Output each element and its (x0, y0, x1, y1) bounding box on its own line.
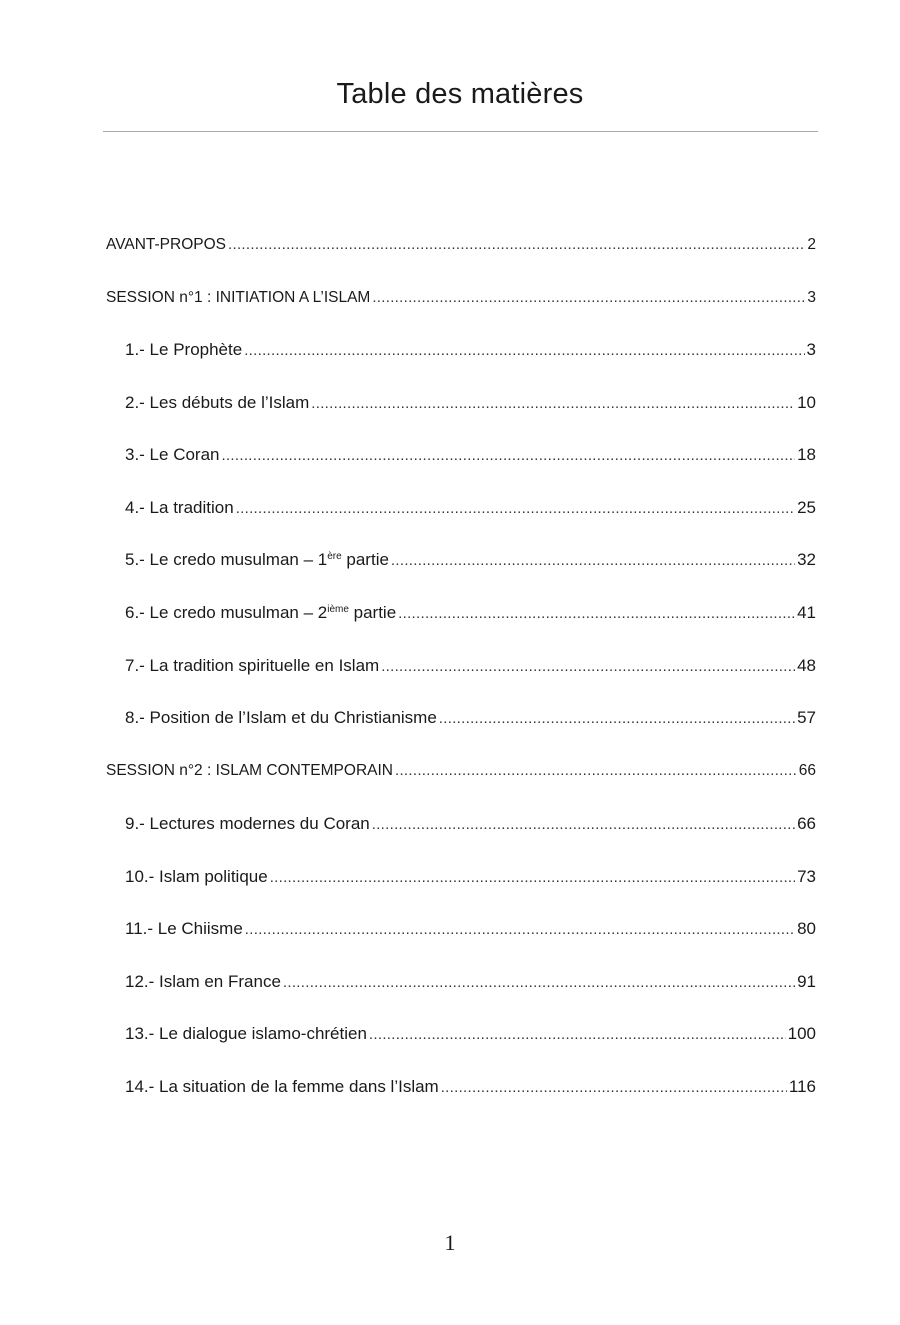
dot-leader (381, 656, 795, 678)
toc-entry-page: 41 (797, 603, 816, 622)
toc-entry-page: 48 (797, 656, 816, 675)
dot-leader (245, 919, 795, 941)
toc-entry-label: 11.- Le Chiisme (125, 919, 243, 938)
dot-leader (228, 234, 805, 256)
toc-entry-label: SESSION n°2 : ISLAM CONTEMPORAIN (106, 762, 393, 779)
toc-entry-label: AVANT-PROPOS (106, 236, 227, 253)
toc-entry-page: 80 (797, 919, 816, 938)
toc-entry-page: 2 (807, 236, 816, 253)
toc-entry-label: 2.- Les débuts de l’Islam (125, 393, 310, 412)
toc-entry-10[interactable] (125, 866, 816, 889)
toc-entry-14[interactable] (125, 1076, 816, 1099)
toc-entry-page: 18 (797, 445, 816, 464)
toc-entry-label: 4.- La tradition (125, 498, 234, 517)
toc-entry-page: 116 (788, 1077, 816, 1096)
toc-entry-label: 10.- Islam politique (125, 867, 268, 886)
toc-entry-page: 10 (797, 393, 816, 412)
page-number: 1 (444, 1230, 456, 1255)
dot-leader (439, 708, 795, 730)
toc-entry-label: 8.- Position de l’Islam et du Christianisme (125, 708, 437, 727)
dot-leader (395, 760, 797, 782)
toc-entry-page: 25 (797, 498, 816, 517)
toc-entry-label: 5.- Le credo musulman – 1ère partie (125, 550, 389, 569)
dot-leader (311, 393, 795, 415)
dot-leader (236, 498, 795, 520)
toc-entry-label: 12.- Islam en France (125, 972, 281, 991)
toc-entry-page: 66 (797, 814, 816, 833)
dot-leader (270, 867, 795, 889)
toc-entry-page: 3 (806, 340, 816, 359)
toc-entry-page: 32 (797, 550, 816, 569)
superscript-ordinal: ième (327, 604, 349, 615)
toc-entry-label: 7.- La tradition spirituelle en Islam (125, 656, 380, 675)
toc-entry-label: 6.- Le credo musulman – 2ième partie (125, 603, 397, 622)
toc-entry-9[interactable] (125, 813, 816, 836)
toc-entry-page: 91 (797, 972, 816, 991)
toc-entry-page: 73 (797, 867, 816, 886)
toc-entry-4[interactable] (125, 497, 816, 520)
toc-entry-label: 3.- Le Coran (125, 445, 220, 464)
toc-entry-3[interactable] (125, 444, 816, 467)
toc-entry-7[interactable] (125, 655, 816, 678)
dot-leader (283, 972, 795, 994)
dot-leader (391, 550, 795, 572)
page-title: Table des matières (336, 78, 584, 110)
toc-entry-1[interactable] (125, 339, 816, 362)
toc-entry-2[interactable] (125, 392, 816, 415)
superscript-ordinal: ère (327, 551, 342, 562)
toc-entry-5[interactable] (125, 549, 816, 572)
dot-leader (222, 445, 796, 467)
toc-entry-label: 13.- Le dialogue islamo-chrétien (125, 1024, 367, 1043)
toc-entry-avant-propos[interactable] (106, 234, 816, 256)
toc-entry-6[interactable] (125, 602, 816, 625)
toc-entry-label: 9.- Lectures modernes du Coran (125, 814, 370, 833)
dot-leader (441, 1077, 787, 1099)
toc-entry-label: 14.- La situation de la femme dans l’Islam (125, 1077, 439, 1096)
dot-leader (398, 603, 795, 625)
toc-entry-label: 1.- Le Prophète (125, 340, 243, 359)
toc-entry-11[interactable] (125, 918, 816, 941)
toc-entry-label: SESSION n°1 : INITIATION A L’ISLAM (106, 289, 371, 306)
toc-entry-12[interactable] (125, 971, 816, 994)
toc-entry-13[interactable] (125, 1023, 816, 1046)
dot-leader (369, 1024, 786, 1046)
dot-leader (372, 814, 795, 836)
dot-leader (372, 287, 805, 309)
toc-entry-session-1[interactable] (106, 287, 816, 309)
toc-entry-page: 57 (797, 708, 816, 727)
toc-entry-8[interactable] (125, 707, 816, 730)
dot-leader (244, 340, 804, 362)
toc-entry-page: 100 (787, 1024, 816, 1043)
toc-entry-page: 3 (807, 289, 816, 306)
toc-entry-page: 66 (798, 762, 816, 779)
toc-entry-session-2[interactable] (106, 760, 816, 782)
